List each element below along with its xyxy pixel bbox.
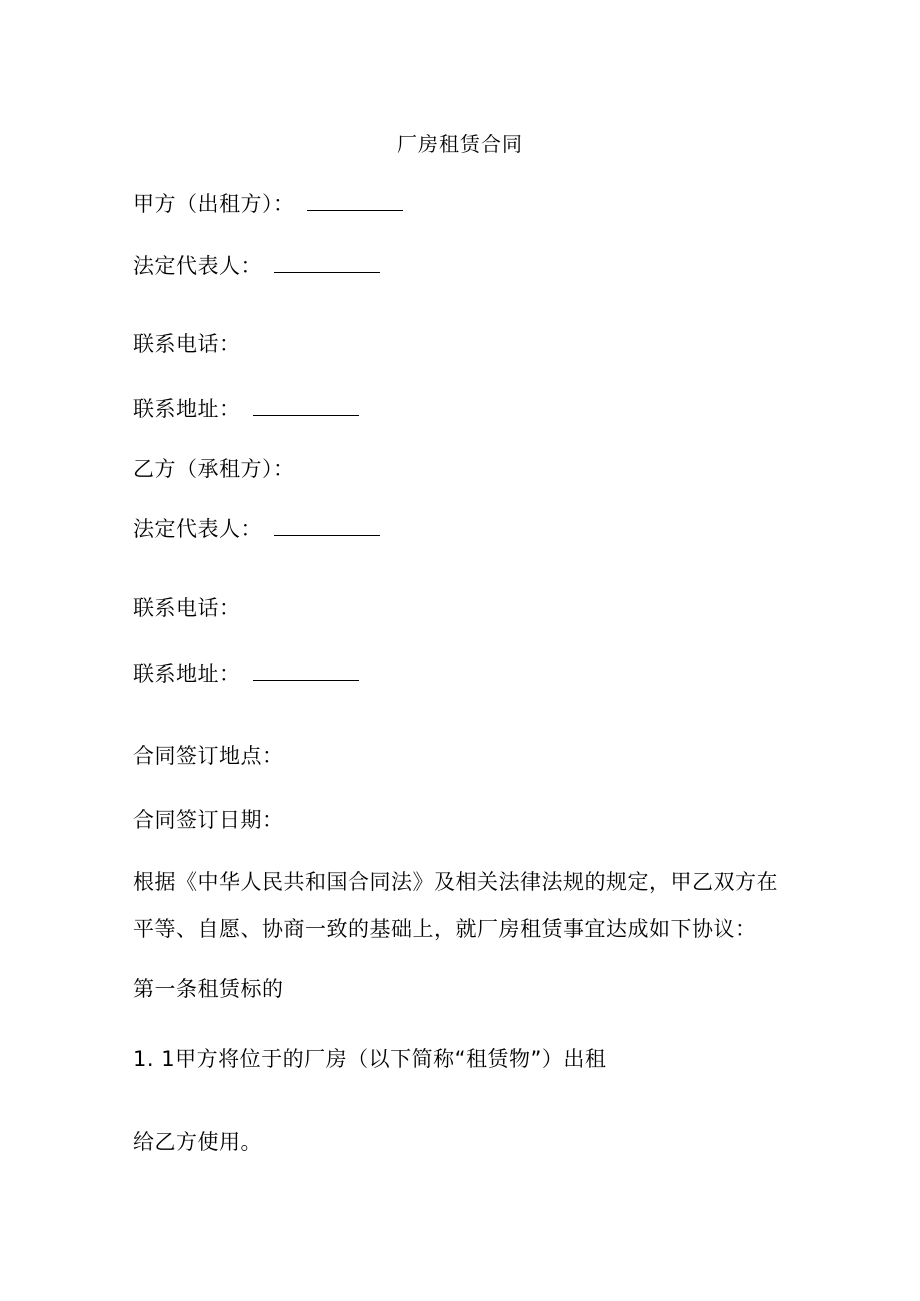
document-title: 厂房租赁合同 (397, 132, 523, 156)
lessor-row (133, 190, 403, 218)
lessor-address-blank-line (253, 395, 359, 416)
lessor-phone-row (133, 330, 241, 358)
lessor-label: 甲方（出租方）： (133, 192, 295, 216)
article-1-heading: 第一条租赁标的 (133, 977, 284, 1001)
lessor-rep-blank-line (274, 252, 380, 273)
lessor-blank-line (307, 190, 403, 211)
lessee-label: 乙方（承租方）： (133, 457, 295, 481)
preamble-line-1: 根据《中华人民共和国合同法》及相关法律法规的规定，甲乙双方在 (133, 870, 778, 894)
lessee-address-blank-line (253, 660, 359, 681)
lessee-phone-row (133, 594, 241, 622)
lessee-rep-label: 法定代表人： (133, 517, 262, 541)
clause-1-1-line-2: 给乙方使用。 (133, 1130, 262, 1154)
preamble-line-2: 平等、自愿、协商一致的基础上，就厂房租赁事宜达成如下协议： (133, 917, 757, 941)
lessor-address-row (133, 395, 359, 423)
lessee-rep-row (133, 515, 380, 543)
lessee-address-row (133, 660, 359, 688)
lessor-phone-label: 联系电话： (133, 332, 241, 356)
lessee-rep-blank-line (274, 515, 380, 536)
sign-date-row (133, 806, 284, 834)
lessor-rep-label: 法定代表人： (133, 254, 262, 278)
sign-place-row (133, 742, 284, 770)
lessee-address-label: 联系地址： (133, 662, 241, 686)
lessee-row (133, 455, 295, 483)
lessor-rep-row (133, 252, 380, 280)
sign-date-label: 合同签订日期： (133, 808, 284, 832)
clause-1-1-line-1: 1. 1甲方将位于的厂房（以下简称“租赁物”）出租 (133, 1047, 607, 1071)
lessee-phone-label: 联系电话： (133, 596, 241, 620)
lessor-address-label: 联系地址： (133, 397, 241, 421)
sign-place-label: 合同签订地点： (133, 744, 284, 768)
